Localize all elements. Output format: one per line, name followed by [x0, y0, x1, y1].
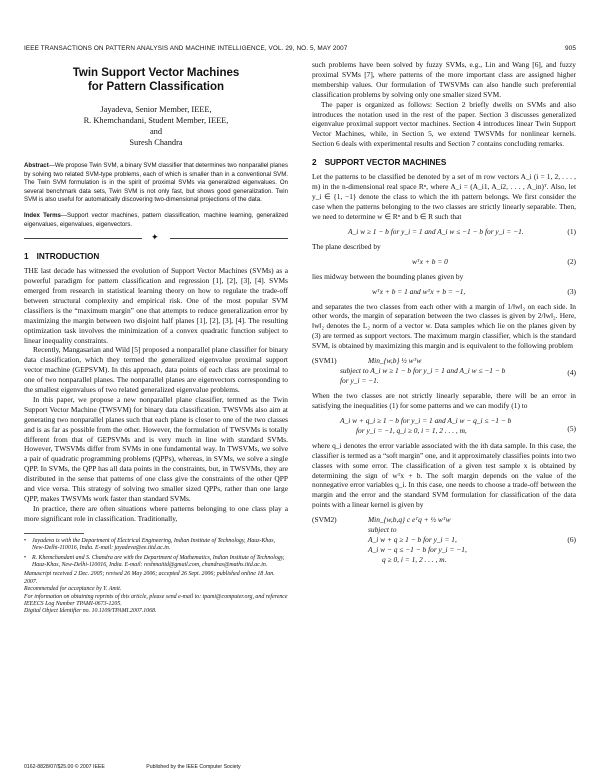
author-conjunction: and [149, 127, 163, 136]
right-paragraph-2: The paper is organized as follows: Section 2 briefly dwells on SVMs and also introduces the notation used in the rest of the paper. Section 3 discusses generalized eigenvalue proximal support vector machines. Section 4 introduces linear Twin Support Vector Machines, while, in Section 5, we extend TWSVMs for nonlinear kernels. Section 6 deals with experimental results and Section 7 contains concluding remarks. [312, 99, 576, 149]
diamond-icon: ✦ [151, 232, 159, 243]
svm-paragraph-2: The plane described by [312, 241, 381, 251]
title-line-2: for Pattern Classification [87, 81, 225, 93]
section-title: INTRODUCTION [36, 252, 100, 262]
equation-body: wᵀx + b = 1 and wᵀx + b = −1, [372, 286, 466, 296]
constraint-header: subject to [368, 525, 397, 535]
copyright-code: 0162-8828/07/$25.00 © 2007 IEEE [24, 764, 105, 770]
bottom-line [24, 764, 241, 770]
right-paragraph-1: such problems have been solved by fuzzy SVMs, e.g., Lin and Wang [6], and fuzzy proximal SVMs [7], where patterns of the more important class are assigned higher membership values. Our formulation of TWSVMs can also handle such preferential classification problems by solving only one smaller sized SVM. [312, 60, 576, 99]
author-list [24, 104, 288, 148]
equation-3 [312, 287, 576, 297]
index-terms [24, 212, 288, 229]
equation-number: (1) [567, 226, 576, 236]
section-number: 1 [24, 252, 29, 262]
footnotes [24, 538, 288, 616]
problem-label: (SVM2) [312, 515, 337, 525]
section-separator [24, 233, 288, 243]
equation-objective [312, 515, 576, 525]
svm-paragraph-5: When the two classes are not strictly linearly separable, there will be an error in satisfying the inequalities (1) for some patterns and we can modify (1) to [312, 391, 576, 410]
section-number: 2 [312, 158, 317, 168]
bullet-icon: • [24, 554, 27, 561]
equation-body: A_i w ≥ 1 − b for y_i = 1 and A_i w ≤ −1 − b for y_i = −1. [348, 226, 524, 236]
constraint: for y_i = −1, q_i ≥ 0, i = 1, 2 . . . , m, [356, 425, 467, 435]
equation-2 [312, 257, 576, 267]
equation-number: (3) [567, 286, 576, 296]
author-khemchandani: R. Khemchandani, Student Member, IEEE, [83, 116, 229, 125]
equation-body: wᵀx + b = 0 [412, 256, 448, 266]
intro-paragraph-3: In this paper, we propose a new nonparallel plane classifier, termed as the Twin Support Vector Machine (TWSVM) for binary data classification. TWSVMs also aim at generating two nonparallel planes such that each plane is closer to one of the two classes and is as far as possible from the other. However, the formulation of TWSVMs is totally different from that of GEPSVMs and is very much in line with standard SVMs. However, TWSVMs differ from SVMs in one fundamental way. In TWSVMs, we solve a pair of quadratic programming problems (QPPs), whereas, in SVMs, we solve a single QPP. In SVMs, the QPP has all data points in the constraints, but, in TWSVMs, they are distributed in the sense that patterns of one class give the constraints of the other QPP and vice versa. This strategy of solving two smaller sized QPPs, rather than one large QPP, makes TWSVMs work faster than standard SVMs. [24, 394, 288, 503]
equation-number: (2) [567, 256, 576, 266]
objective: Min_{w,b} ½ wᵀw [368, 356, 422, 366]
index-terms-text: —Support vector machines, pattern classification, machine learning, generalized eigenvalues, eigenvalues, eigenvectors. [24, 211, 288, 228]
intro-paragraph-1: THE last decade has witnessed the evolution of Support Vector Machines (SVMs) as a powerful paradigm for pattern classification and regression [1], [2], [3], [4]. SVMs emerged from research in statistical learning theory on how to regulate the trade-off between structural complexity and empirical risk. One of the most popular SVM classifiers is the “maximum margin” one that attempts to reduce generalization error by maximizing the margin between two disjoint half planes [1], [2], [3], [4]. The resulting optimization task involves the minimization of a convex quadratic function subject to linear inequality constraints. [24, 266, 288, 345]
author-chandra: Suresh Chandra [129, 138, 183, 147]
constraint: subject to A_i w ≥ 1 − b for y_i = 1 and A_i w ≤ −1 − b [340, 366, 506, 376]
index-terms-label: Index Terms [24, 211, 61, 219]
problem-label: (SVM1) [312, 356, 337, 366]
section-heading-introduction [24, 252, 288, 261]
equation-6 [312, 515, 576, 565]
abstract [24, 162, 288, 205]
title-line-1: Twin Support Vector Machines [72, 67, 240, 79]
footnote-doi: Digital Object Identifier no. 10.1109/TPAMI.2007.1068. [24, 608, 157, 615]
objective: Min_{w,b,q} c eᵀq + ½ wᵀw [368, 515, 451, 525]
constraint: for y_i = −1. [340, 376, 379, 386]
intro-paragraph-4: In practice, there are often situations where patterns belonging to one class play a more significant role in classification. Traditionally, [24, 503, 288, 523]
paper-title [24, 66, 288, 94]
separator-rule-right [170, 238, 288, 239]
svm-paragraph-6: where q_i denotes the error variable associated with the ith data sample. In this case, the classifier is termed as a “soft margin” one, and it approximately classifies points into two classes with some error. The classification of a given test sample x is obtained by determining the sign of wᵀx + b. The soft margin depends on the value of the nonnegative error variables q_i. In this case, one needs to choose a trade-off between the margin and the error and the standard SVM formulation for classification of the data points with a linear kernel is given by [312, 440, 576, 510]
constraint: A_i w + q_i ≥ 1 − b for y_i = 1 and A_i w − q_i ≤ −1 − b [340, 415, 512, 425]
journal-name: IEEE TRANSACTIONS ON PATTERN ANALYSIS AND MACHINE INTELLIGENCE, VOL. 29, NO. 5, MAY 2007 [24, 45, 348, 52]
footnote-reprints: For information on obtaining reprints of this article, please send e-mail to: tpami@computer.org, and reference IEEECS Log Number TPAMI-0673-1205. [24, 593, 288, 607]
running-header [24, 45, 576, 52]
equation-number: (4) [567, 368, 576, 378]
svm-paragraph-4: and separates the two classes from each other with a margin of 1/‖w‖₂ on each side. In other words, the margin of separation between the two classes is given by 2/‖w‖₂. Here, ‖w‖₂ denotes the L₂ norm of a vector w. Data samples which lie on the planes given by (3) are termed as support vectors. The maximum margin classifier, which is the standard SVM, is obtained by maximizing this margin and is equivalent to the following problem [312, 301, 576, 351]
section-heading-svm [312, 158, 576, 167]
abstract-text: —We propose Twin SVM, a binary SVM classifier that determines two nonparallel planes by solving two related SVM-type problems, each of which is smaller than in a conventional SVM. The Twin SVM formulation is in the spirit of proximal SVMs via generalized eigenvalues. On several benchmark data sets, Twin SVM is not only fast, but shows good generalization. Twin SVM is also useful for automatically discovering two-dimensional projections of the data. [24, 162, 288, 204]
constraint: q ≥ 0, i = 1, 2 . . . , m. [382, 555, 447, 565]
equation-1 [312, 227, 576, 237]
footnote-text: Jayadeva is with the Department of Electrical Engineering, Indian Institute of Technology, Hauz-Khas, New-Delhi-110016, India. E-mail: jayadeva@ee.iitd.ac.in. [32, 537, 276, 552]
bullet-icon: • [24, 537, 27, 544]
equation-5 [312, 416, 576, 436]
equation-4 [312, 356, 576, 386]
footnote-rule [24, 533, 84, 534]
left-column [24, 60, 288, 616]
publisher: Published by the IEEE Computer Society [146, 764, 241, 770]
intro-paragraph-2: Recently, Mangasarian and Wild [5] proposed a nonparallel plane classifier for binary data classification, which they termed the generalized eigenvalue proximal support vector machine (GEPSVM). In this approach, data points of each class are proximal to one of two nonparallel planes. The nonparallel planes are eigenvectors corresponding to the smallest eigenvalues of two related generalized eigenvalue problems. [24, 345, 288, 395]
separator-rule-left [24, 238, 142, 239]
footnote-recommended: Recommended for acceptance by Y. Amit. [24, 586, 122, 593]
footnote-manuscript: Manuscript received 2 Dec. 2005; revised 26 May 2006; accepted 26 Sept. 2006; published online 18 Jan. 2007. [24, 571, 275, 585]
footnote-text: R. Khemchandani and S. Chandra are with the Department of Mathematics, Indian Institute of Technology, Hauz-Khas, New-Delhi-110016, India. E-mail: reshmaiitd@gmail.com, chandras@maths.iitd.ac.in. [32, 554, 285, 568]
footnote-affiliation-1 [24, 538, 288, 553]
page-number: 905 [565, 45, 576, 52]
section-title: SUPPORT VECTOR MACHINES [324, 158, 447, 168]
constraint: A_i w + q ≥ 1 − b for y_i = 1, [368, 535, 457, 545]
equation-number: (6) [567, 535, 576, 545]
author-jayadeva: Jayadeva, Senior Member, IEEE, [100, 105, 212, 114]
right-column [312, 60, 576, 570]
svm-paragraph-3: lies midway between the bounding planes given by [312, 271, 464, 281]
equation-number: (5) [567, 423, 576, 433]
svm-paragraph-1: Let the patterns to be classified be denoted by a set of m row vectors A_i (i = 1, 2, . . . , m) in the n-dimensional real space Rⁿ, where A_i = (A_i1, A_i2, . . . , A_in)ᵀ. Also, let y_i ∈ {1, −1} denote the class to which the ith pattern belongs. We first consider the case when the patterns belonging to the two classes are strictly linearly separable. Then, we need to determine w ∈ Rⁿ and b ∈ R such that [312, 172, 576, 221]
abstract-label: Abstract [24, 162, 49, 169]
equation-objective [312, 356, 576, 366]
footnote-affiliation-2 [24, 555, 288, 570]
constraint: A_i w − q ≤ −1 − b for y_i = −1, [368, 545, 467, 555]
